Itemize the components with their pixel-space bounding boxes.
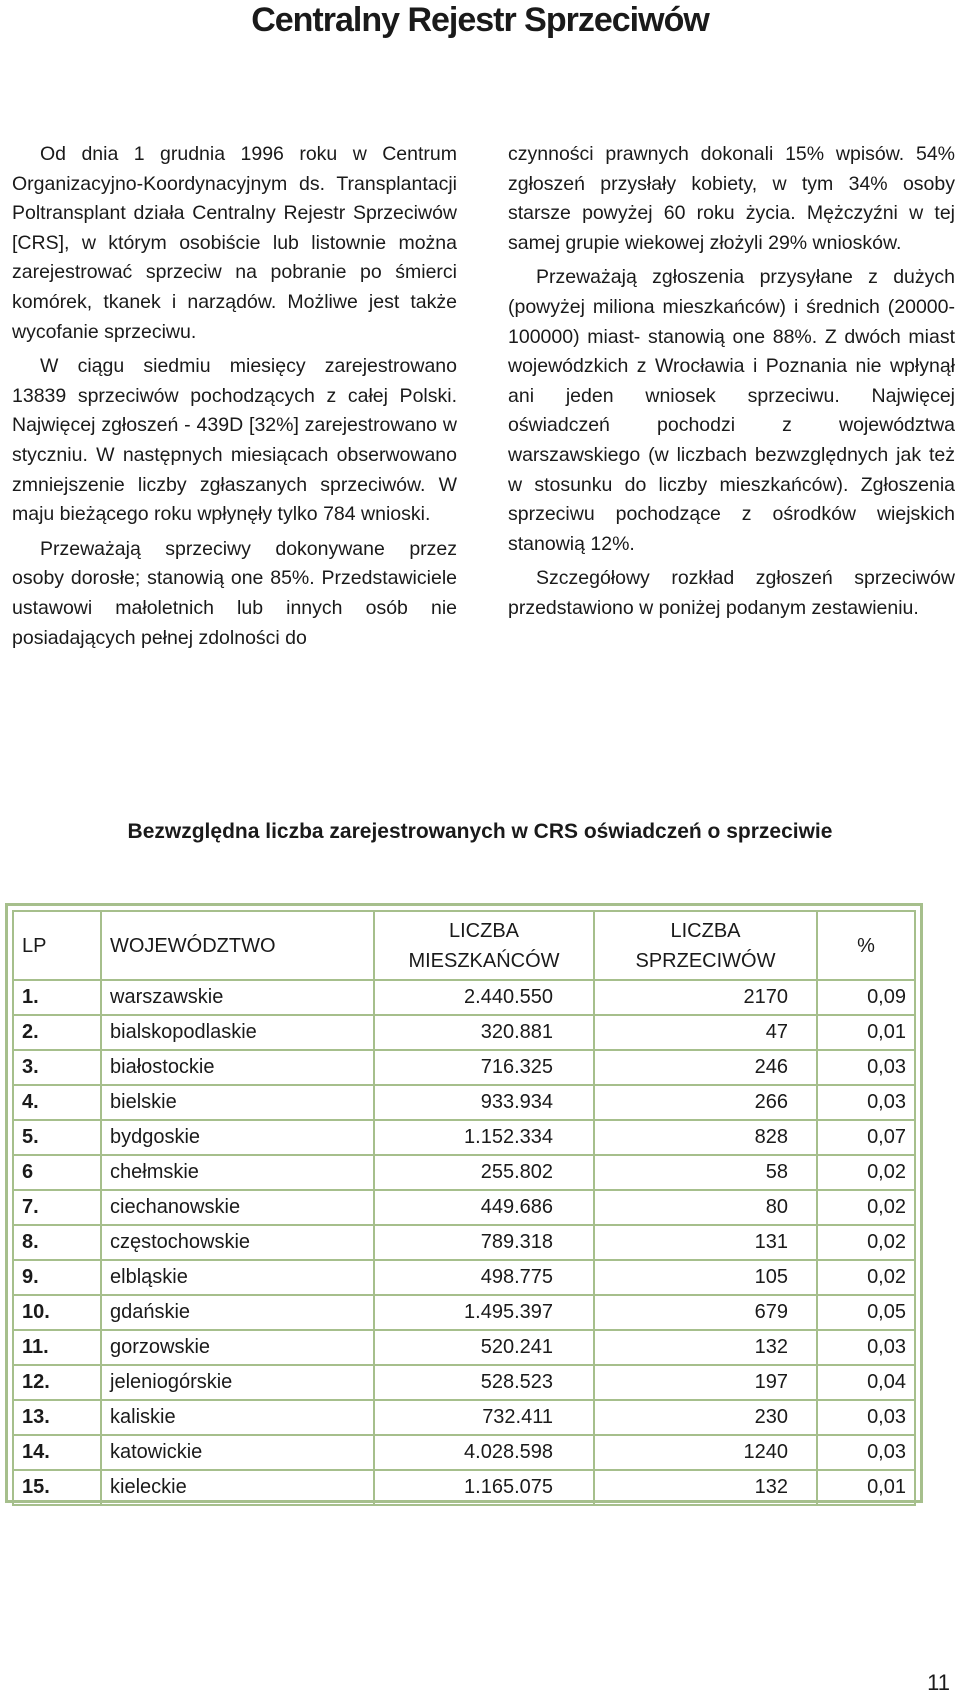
- paragraph: Szczegółowy rozkład zgłoszeń sprzeciwów przedstawiono w poniżej podanym zestawieniu.: [508, 567, 955, 619]
- cell-percent: 0,04: [817, 1365, 915, 1400]
- table-row: [13, 1155, 915, 1190]
- cell-lp: 5.: [13, 1120, 101, 1155]
- table-row: [13, 1190, 915, 1225]
- cell-wojewodztwo: kieleckie: [101, 1470, 374, 1505]
- cell-lp: 1.: [13, 980, 101, 1015]
- table-frame: [5, 903, 923, 1503]
- cell-sprzeciwow: 80: [594, 1190, 817, 1225]
- cell-mieszkancow: 933.934: [374, 1085, 594, 1120]
- cell-mieszkancow: 716.325: [374, 1050, 594, 1085]
- table-row: [13, 1085, 915, 1120]
- cell-wojewodztwo: bialskopodlaskie: [101, 1015, 374, 1050]
- cell-lp: 9.: [13, 1260, 101, 1295]
- table-row: [13, 1225, 915, 1260]
- header-sprzeciwow: [594, 911, 817, 980]
- cell-percent: 0,07: [817, 1120, 915, 1155]
- cell-mieszkancow: 498.775: [374, 1260, 594, 1295]
- cell-wojewodztwo: bielskie: [101, 1085, 374, 1120]
- table-row: [13, 980, 915, 1015]
- cell-percent: 0,02: [817, 1260, 915, 1295]
- cell-percent: 0,02: [817, 1225, 915, 1260]
- table-header-row: [13, 911, 915, 980]
- cell-sprzeciwow: 131: [594, 1225, 817, 1260]
- cell-lp: 2.: [13, 1015, 101, 1050]
- cell-mieszkancow: 1.495.397: [374, 1295, 594, 1330]
- header-lp: LP: [13, 911, 101, 980]
- table-row: [13, 1435, 915, 1470]
- table-caption: Bezwzględna liczba zarejestrowanych w CRS oświadczeń o sprzeciwie: [127, 820, 833, 843]
- cell-wojewodztwo: białostockie: [101, 1050, 374, 1085]
- cell-sprzeciwow: 132: [594, 1330, 817, 1365]
- header-sprzeciwow-line2: SPRZECIWÓW: [635, 949, 776, 972]
- header-percent: %: [817, 911, 915, 980]
- cell-mieszkancow: 255.802: [374, 1155, 594, 1190]
- table-row: [13, 1050, 915, 1085]
- cell-sprzeciwow: 266: [594, 1085, 817, 1120]
- header-mieszkancow: [374, 911, 594, 980]
- cell-lp: 12.: [13, 1365, 101, 1400]
- table-row: [13, 1330, 915, 1365]
- cell-percent: 0,01: [817, 1015, 915, 1050]
- table-row: [13, 1260, 915, 1295]
- cell-mieszkancow: 2.440.550: [374, 980, 594, 1015]
- cell-sprzeciwow: 1240: [594, 1435, 817, 1470]
- cell-wojewodztwo: warszawskie: [101, 980, 374, 1015]
- cell-sprzeciwow: 132: [594, 1470, 817, 1505]
- cell-mieszkancow: 520.241: [374, 1330, 594, 1365]
- data-table: [12, 910, 916, 1506]
- page-number: 11: [927, 1670, 950, 1695]
- cell-mieszkancow: 320.881: [374, 1015, 594, 1050]
- paragraph: Od dnia 1 grudnia 1996 roku w Centrum Organizacyjno-Koordynacyjnym ds. Transplantacji Poltransplant działa Centralny Rejestr Sprzeciwów [CRS], w którym osobiście lub listownie można zarejestrować sprzeciw na pobranie po śmierci komórek, tkanek i narządów. Możliwe jest także wycofanie sprzeciwu.: [12, 143, 457, 343]
- header-mieszkancow-line1: LICZBA: [448, 919, 520, 942]
- table-row: [13, 1400, 915, 1435]
- cell-sprzeciwow: 105: [594, 1260, 817, 1295]
- table-row: [13, 1120, 915, 1155]
- cell-percent: 0,03: [817, 1085, 915, 1120]
- paragraph: Przeważają sprzeciwy dokonywane przez osoby dorosłe; stanowią one 85%. Przedstawiciele ustawowi małoletnich lub innych osób nie posiadających pełnej zdolności do: [12, 537, 457, 649]
- cell-lp: 4.: [13, 1085, 101, 1120]
- cell-sprzeciwow: 246: [594, 1050, 817, 1085]
- cell-sprzeciwow: 230: [594, 1400, 817, 1435]
- cell-mieszkancow: 1.165.075: [374, 1470, 594, 1505]
- table-row: [13, 1295, 915, 1330]
- cell-wojewodztwo: ciechanowskie: [101, 1190, 374, 1225]
- cell-sprzeciwow: 679: [594, 1295, 817, 1330]
- paragraph: Przeważają zgłoszenia przysyłane z dużych (powyżej miliona mieszkańców) i średnich (20000-100000) miast- stanowią one 88%. Z dwóch miast wojewódzkich z Wrocławia i Poznania nie wpłynął ani jeden wniosek sprzeciwu. Najwięcej oświadczeń pochodzi z województwa warszawskiego (w liczbach bezwzględnych jak też w stosunku do liczby mieszkańców). Zgłoszenia sprzeciwu pochodzące z ośrodków wiejskich stanowią 12%.: [508, 266, 955, 555]
- cell-lp: 15.: [13, 1470, 101, 1505]
- cell-lp: 13.: [13, 1400, 101, 1435]
- cell-wojewodztwo: kaliskie: [101, 1400, 374, 1435]
- table-row: [13, 1015, 915, 1050]
- cell-wojewodztwo: katowickie: [101, 1435, 374, 1470]
- cell-percent: 0,02: [817, 1155, 915, 1190]
- cell-mieszkancow: 732.411: [374, 1400, 594, 1435]
- cell-percent: 0,03: [817, 1330, 915, 1365]
- cell-lp: 6: [13, 1155, 101, 1190]
- cell-percent: 0,01: [817, 1470, 915, 1505]
- header-wojewodztwo: WOJEWÓDZTWO: [101, 911, 374, 980]
- table-row: [13, 1470, 915, 1505]
- paragraph: czynności prawnych dokonali 15% wpisów. 54% zgłoszeń przysłały kobiety, w tym 34% osoby starsze powyżej 60 roku życia. Mężczyźni w tej samej grupie wiekowej złożyli 29% wniosków.: [508, 143, 955, 254]
- left-column: [12, 140, 457, 658]
- header-mieszkancow-line2: MIESZKAŃCÓW: [408, 949, 560, 972]
- cell-mieszkancow: 789.318: [374, 1225, 594, 1260]
- cell-wojewodztwo: jeleniogórskie: [101, 1365, 374, 1400]
- cell-lp: 7.: [13, 1190, 101, 1225]
- cell-sprzeciwow: 47: [594, 1015, 817, 1050]
- cell-percent: 0,03: [817, 1050, 915, 1085]
- cell-mieszkancow: 449.686: [374, 1190, 594, 1225]
- right-column: [508, 140, 955, 629]
- paragraph: W ciągu siedmiu miesięcy zarejestrowano 13839 sprzeciwów pochodzących z całej Polski. Najwięcej zgłoszeń - 439D [32%] zarejestrowano w styczniu. W następnych miesiącach obserwowano zmniejszenie liczby zgłaszanych sprzeciwów. W maju bieżącego roku wpłynęły tylko 784 wnioski.: [12, 355, 457, 526]
- cell-sprzeciwow: 2170: [594, 980, 817, 1015]
- cell-sprzeciwow: 58: [594, 1155, 817, 1190]
- cell-lp: 14.: [13, 1435, 101, 1470]
- cell-wojewodztwo: częstochowskie: [101, 1225, 374, 1260]
- cell-lp: 10.: [13, 1295, 101, 1330]
- cell-wojewodztwo: chełmskie: [101, 1155, 374, 1190]
- cell-lp: 11.: [13, 1330, 101, 1365]
- cell-percent: 0,02: [817, 1190, 915, 1225]
- cell-mieszkancow: 528.523: [374, 1365, 594, 1400]
- page-title: Centralny Rejestr Sprzeciwów: [251, 1, 709, 39]
- cell-sprzeciwow: 197: [594, 1365, 817, 1400]
- cell-wojewodztwo: bydgoskie: [101, 1120, 374, 1155]
- cell-sprzeciwow: 828: [594, 1120, 817, 1155]
- cell-percent: 0,09: [817, 980, 915, 1015]
- cell-wojewodztwo: elbląskie: [101, 1260, 374, 1295]
- cell-mieszkancow: 4.028.598: [374, 1435, 594, 1470]
- table-row: [13, 1365, 915, 1400]
- cell-percent: 0,05: [817, 1295, 915, 1330]
- cell-lp: 3.: [13, 1050, 101, 1085]
- header-sprzeciwow-line1: LICZBA: [670, 919, 741, 942]
- cell-wojewodztwo: gdańskie: [101, 1295, 374, 1330]
- cell-mieszkancow: 1.152.334: [374, 1120, 594, 1155]
- cell-wojewodztwo: gorzowskie: [101, 1330, 374, 1365]
- cell-lp: 8.: [13, 1225, 101, 1260]
- cell-percent: 0,03: [817, 1400, 915, 1435]
- cell-percent: 0,03: [817, 1435, 915, 1470]
